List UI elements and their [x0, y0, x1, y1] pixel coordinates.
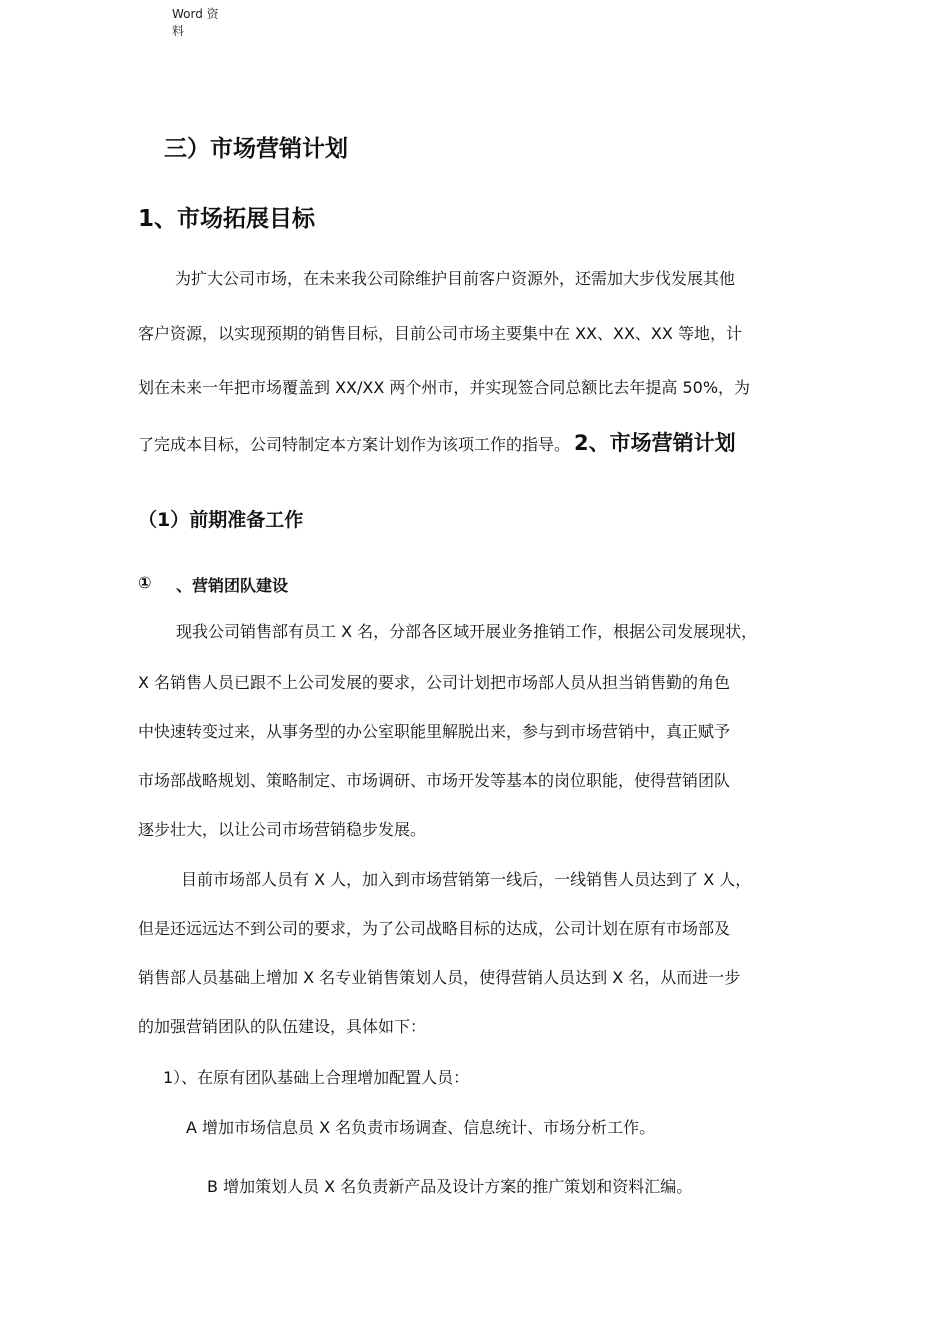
para2-line-5: 逐步壮大，以让公司市场营销稳步发展。: [138, 820, 427, 839]
header-line-1: Word 资: [172, 7, 219, 21]
heading-preparation: （1）前期准备工作: [138, 509, 304, 531]
item-marker: ①: [138, 573, 152, 592]
list-item-1: 1）、在原有团队基础上合理增加配置人员：: [163, 1068, 470, 1087]
page-header: [172, 6, 232, 40]
para3-line-2: 但是还远远达不到公司的要求，为了公司战略目标的达成，公司计划在原有市场部及: [138, 919, 731, 938]
para1-line-2: 客户资源，以实现预期的销售目标，目前公司市场主要集中在 XX、XX、XX 等地，计: [138, 324, 742, 343]
list-item-b: B 增加策划人员 X 名负责新产品及设计方案的推广策划和资料汇编。: [207, 1177, 693, 1196]
section-title: 三）市场营销计划: [164, 136, 348, 162]
para2-line-2: X 名销售人员已跟不上公司发展的要求，公司计划把市场部人员从担当销售勤的角色: [138, 673, 731, 692]
para3-line-3: 销售部人员基础上增加 X 名专业销售策划人员，使得营销人员达到 X 名，从而进一步: [138, 968, 741, 987]
para2-line-3: 中快速转变过来，从事务型的办公室职能里解脱出来，参与到市场营销中，真正赋予: [138, 722, 731, 741]
para2-line-4: 市场部战略规划、策略制定、市场调研、市场开发等基本的岗位职能，使得营销团队: [138, 771, 731, 790]
para1-line-4-text: 了完成本目标，公司特制定本方案计划作为该项工作的指导。: [138, 435, 571, 454]
heading-marketing-plan: 2、市场营销计划: [574, 431, 736, 455]
para1-line-4: [138, 427, 736, 457]
heading-market-expansion: 1、市场拓展目标: [138, 206, 316, 232]
para1-line-3: 划在未来一年把市场覆盖到 XX/XX 两个州市，并实现签合同总额比去年提高 50%，为: [138, 378, 751, 397]
para3-line-4: 的加强营销团队的队伍建设，具体如下：: [138, 1017, 427, 1036]
item-title: 、营销团队建设: [176, 576, 289, 595]
para2-line-1: 现我公司销售部有员工 X 名，分部各区域开展业务推销工作，根据公司发展现状，: [176, 622, 758, 641]
list-item-a: A 增加市场信息员 X 名负责市场调查、信息统计、市场分析工作。: [186, 1118, 656, 1137]
para1-line-1: 为扩大公司市场，在未来我公司除维护目前客户资源外，还需加大步伐发展其他: [175, 269, 736, 288]
para3-line-1: 目前市场部人员有 X 人，加入到市场营销第一线后，一线销售人员达到了 X 人，: [181, 870, 752, 889]
header-line-2: 料: [172, 24, 185, 38]
